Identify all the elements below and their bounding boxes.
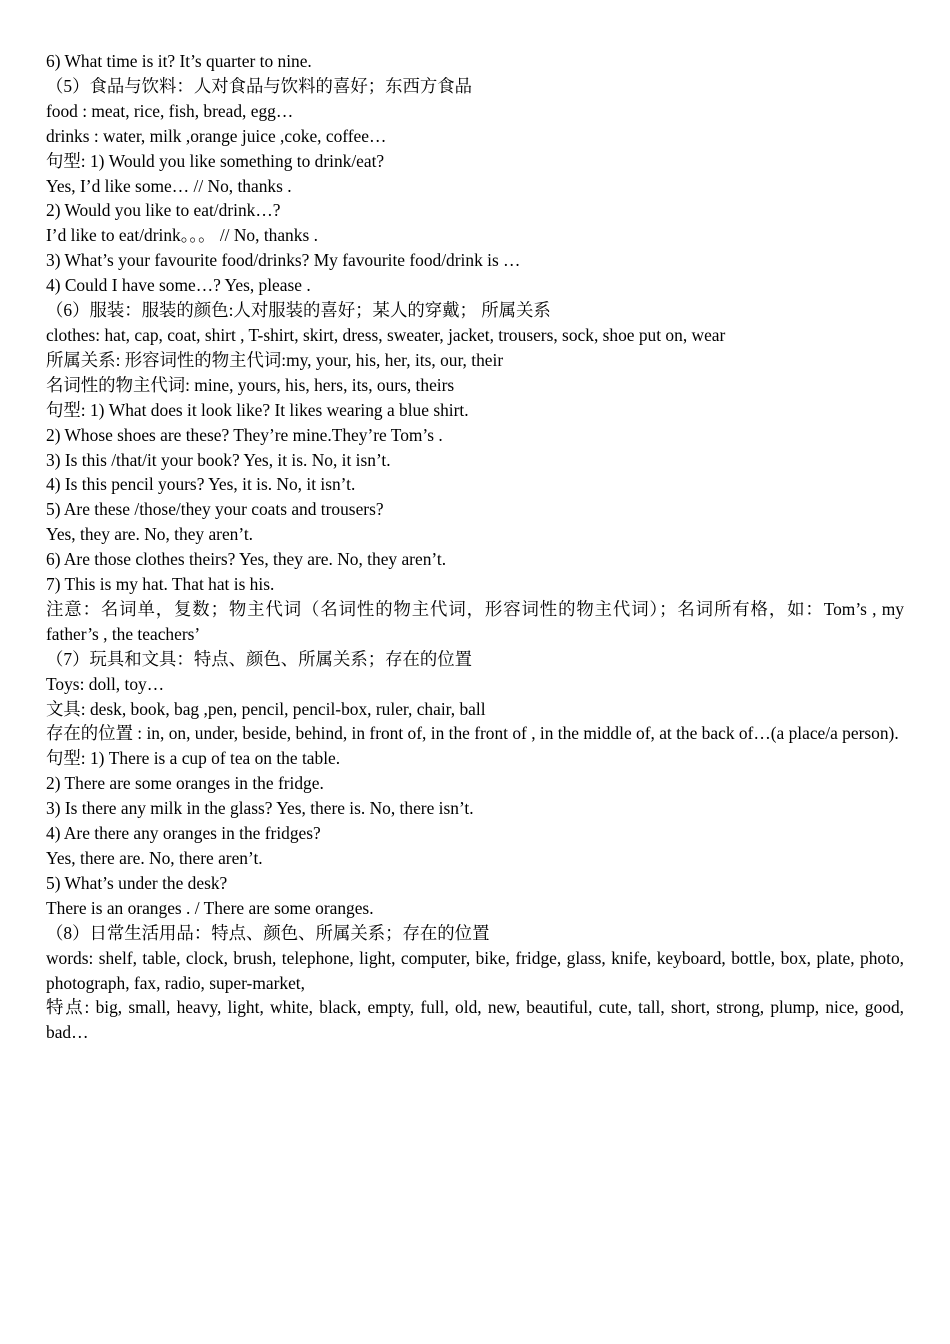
text-line: 2) There are some oranges in the fridge.: [46, 773, 324, 794]
section-heading-toys-stationery: （7）玩具和文具：特点、颜色、所属关系；存在的位置: [46, 648, 473, 669]
text-line: There is an oranges . / There are some oranges.: [46, 897, 374, 918]
text-line: 6) Are those clothes theirs? Yes, they are. No, they aren’t.: [46, 549, 447, 570]
note-paragraph: 注意：名词单，复数；物主代词（名词性的物主代词，形容词性的物主代词）；名词所有格，如：Tom’s , my father’s , the teachers’: [46, 598, 904, 644]
text-line: 4) Could I have some…? Yes, please .: [46, 275, 311, 296]
text-line: drinks : water, milk ,orange juice ,coke, coffee…: [46, 125, 387, 146]
text-line: 6) What time is it? It’s quarter to nine.: [46, 51, 312, 71]
text-line: 4) Are there any oranges in the fridges?: [46, 823, 321, 844]
text-line: 句型: 1) What does it look like? It likes wearing a blue shirt.: [46, 399, 469, 420]
words-paragraph: words: shelf, table, clock, brush, telephone, light, computer, bike, fridge, glass, knife, keyboard, bottle, box, plate, photo, photograph, fax, radio, super-market,: [46, 947, 904, 993]
text-line: Yes, I’d like some… // No, thanks .: [46, 175, 292, 196]
text-line: 文具: desk, book, bag ,pen, pencil, pencil-box, ruler, chair, ball: [46, 698, 486, 719]
text-line: Yes, they are. No, they aren’t.: [46, 524, 254, 545]
text-line: 5) What’s under the desk?: [46, 872, 228, 893]
text-line: 3) What’s your favourite food/drinks? My favourite food/drink is …: [46, 250, 521, 271]
text-line: clothes: hat, cap, coat, shirt , T-shirt, skirt, dress, sweater, jacket, trousers, sock, shoe put on, wear: [46, 324, 726, 345]
section-heading-daily-items: （8）日常生活用品：特点、颜色、所属关系；存在的位置: [46, 922, 490, 943]
text-line: 5) Are these /those/they your coats and trousers?: [46, 499, 384, 520]
section-heading-food-drinks: （5）食品与饮料：人对食品与饮料的喜好；东西方食品: [46, 75, 473, 96]
text-line: 3) Is this /that/it your book? Yes, it is. No, it isn’t.: [46, 449, 391, 470]
text-line: 句型: 1) Would you like something to drink/eat?: [46, 150, 385, 171]
text-line: I’d like to eat/drink。。。 // No, thanks .: [46, 225, 318, 246]
text-line: 2) Would you like to eat/drink…?: [46, 200, 281, 221]
section-heading-clothes: （6）服装：服装的颜色:人对服装的喜好；某人的穿戴； 所属关系: [46, 300, 551, 321]
text-line: 名词性的物主代词: mine, yours, his, hers, its, ours, theirs: [46, 374, 455, 395]
text-line: 4) Is this pencil yours? Yes, it is. No, it isn’t.: [46, 474, 356, 495]
text-line: Yes, there are. No, there aren’t.: [46, 848, 263, 868]
features-paragraph: 特点: big, small, heavy, light, white, black, empty, full, old, new, beautiful, cute, tall, short, strong, plump, nice, good, bad…: [46, 997, 904, 1043]
text-line: 句型: 1) There is a cup of tea on the table.: [46, 748, 341, 769]
text-line: food : meat, rice, fish, bread, egg…: [46, 100, 294, 121]
text-line: 7) This is my hat. That hat is his.: [46, 574, 275, 595]
document-page: [46, 49, 904, 1045]
text-line: 3) Is there any milk in the glass? Yes, there is. No, there isn’t.: [46, 798, 474, 819]
text-line: 2) Whose shoes are these? They’re mine.They’re Tom’s .: [46, 424, 443, 445]
text-line: Toys: doll, toy…: [46, 673, 165, 694]
location-paragraph: 存在的位置 : in, on, under, beside, behind, in front of, in the front of , in the middle of, at the back of…(a place/a person).: [46, 723, 899, 744]
text-line: 所属关系: 形容词性的物主代词:my, your, his, her, its, our, their: [46, 349, 504, 370]
